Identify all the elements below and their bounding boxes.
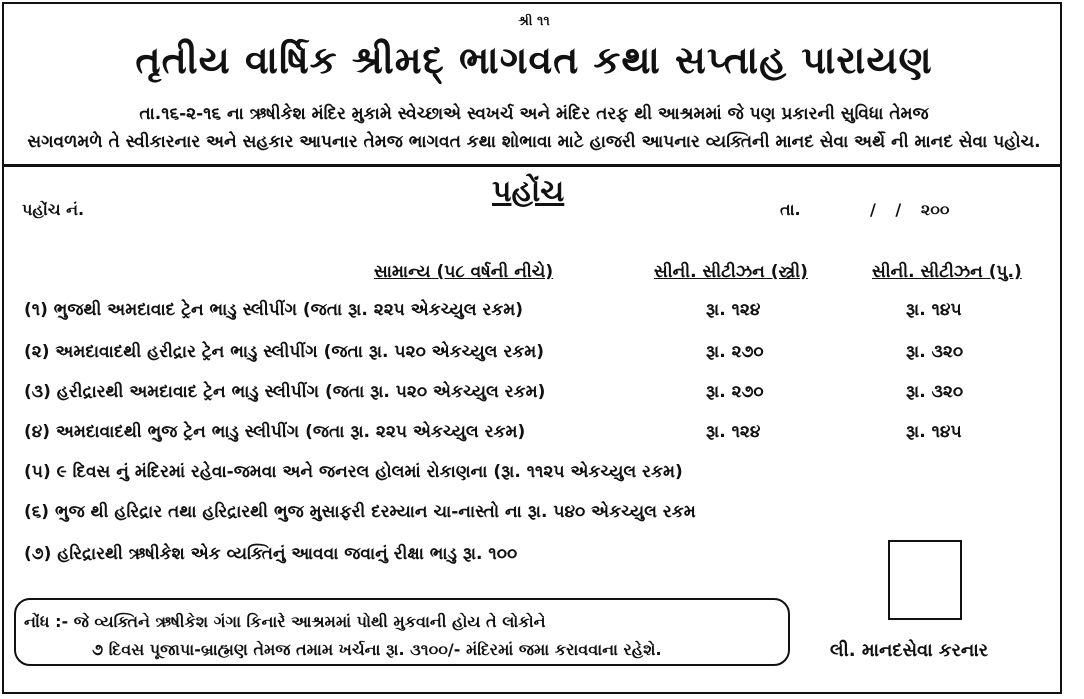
page-title: તૃતીય વાર્ષિક શ્રીમદ્ ભાગવત કથા સપ્તાહ પારાયણ xyxy=(135,38,933,82)
fare-amount-male: રૂા. ૩૨૦ xyxy=(906,342,964,362)
intro-line-1: તા.૧૬-૨-૧૬ ના ઋષીકેશ મંદિર મુકામે સ્વેચ્છાએ સ્વખર્ચ અને મંદિર તરફ થી આશ્રમમાં જે પણ પ્રકારની સુવિધા તેમજ xyxy=(139,104,929,124)
header-divider xyxy=(4,164,1060,167)
charge-row-text: (૫) ૯ દિવસ નું મંદિરમાં રહેવા-જમવા અને જનરલ હોલમાં રોકાણના (રૂા. ૧૧૨૫ એકચ્યુલ રકમ) xyxy=(24,462,683,482)
charge-row-text: (૬) ભુજ થી હરિદ્રાર તથા હરિદ્રારથી ભુજ મુસાફરી દરમ્યાન ચા-નાસ્તો ના રૂા. ૫૪૦ એકચ્યુલ રકમ xyxy=(24,502,696,522)
fare-amount-female: રૂા. ૨૭૦ xyxy=(706,342,764,362)
column-header-senior-male: સીની. સીટીઝન (પુ.) xyxy=(872,262,1022,282)
fare-row-text: (૩) હરીદ્રારથી અમદાવાદ ટ્રેન ભાડુ સ્લીપીંગ (જતા રૂા. ૫૨૦ એકચ્યુલ રકમ) xyxy=(24,382,546,402)
fare-amount-female: રૂા. ૧૨૪ xyxy=(706,300,761,320)
fare-row-text: (૪) અમદાવાદથી ભુજ ટ્રેન ભાડુ સ્લીપીંગ (જતા રૂા. ૨૨૫ એકચ્યુલ રકમ) xyxy=(24,422,526,442)
signature-label: લી. માનદસેવા કરનાર xyxy=(830,640,989,661)
fare-amount-female: રૂા. ૨૭૦ xyxy=(706,382,764,402)
fare-amount-male: રૂા. ૩૨૦ xyxy=(906,382,964,402)
top-mark: શ્રી ૧૧ xyxy=(518,14,550,29)
column-header-general: સામાન્ય (૫૮ વર્ષની નીચે) xyxy=(374,262,554,282)
fare-row-text: (૧) ભુજથી અમદાવાદ ટ્રેન ભાડુ સ્લીપીંગ (જતા રૂા. ૨૨૫ એકચ્યુલ રકમ) xyxy=(24,300,524,320)
note-line-1: નોંધ :- જે વ્યક્તિને ઋષીકેશ ગંગા કિનારે આશ્રમમાં પોથી મુકવાની હોય તે લોકોને xyxy=(24,612,546,631)
fare-amount-male: રૂા. ૧૪૫ xyxy=(906,422,962,442)
receipt-frame xyxy=(2,2,1062,694)
date-blank: / / ૨૦૦ xyxy=(870,200,950,219)
receipt-title: પહોંચ xyxy=(492,174,565,209)
note-line-2: ૭ દિવસ પૂજાપા-બ્રાહ્મણ તેમજ તમામ ખર્ચના રૂા. ૩૧૦૦/- મંદિરમાં જમા કરાવવાના રહેશે. xyxy=(92,640,662,659)
note-box xyxy=(14,598,790,666)
date-label: તા. xyxy=(780,200,801,219)
column-header-senior-female: સીની. સીટીઝન (સ્ત્રી) xyxy=(654,262,808,282)
receipt-number-label: પહોંચ નં. xyxy=(22,200,85,219)
fare-amount-female: રૂા. ૧૨૪ xyxy=(706,422,761,442)
photo-stamp-box xyxy=(888,540,962,620)
fare-row-text: (૨) અમદાવાદથી હરીદ્રાર ટ્રેન ભાડુ સ્લીપીંગ (જતા રૂા. ૫૨૦ એકચ્યુલ રકમ) xyxy=(24,342,545,362)
fare-amount-male: રૂા. ૧૪૫ xyxy=(906,300,962,320)
intro-line-2: સગવળમળે તે સ્વીકારનાર અને સહકાર આપનાર તેમજ ભાગવત કથા શોભાવા માટે હાજરી આપનાર વ્યક્તિની માનદ સેવા અર્થે ની માનદ સેવા પહોચ. xyxy=(27,132,1041,152)
charge-row-text: (૭) હરિદ્રારથી ઋષીકેશ એક વ્યક્તિનું આવવા જવાનું રીક્ષા ભાડુ રૂા. ૧૦૦ xyxy=(24,544,518,564)
